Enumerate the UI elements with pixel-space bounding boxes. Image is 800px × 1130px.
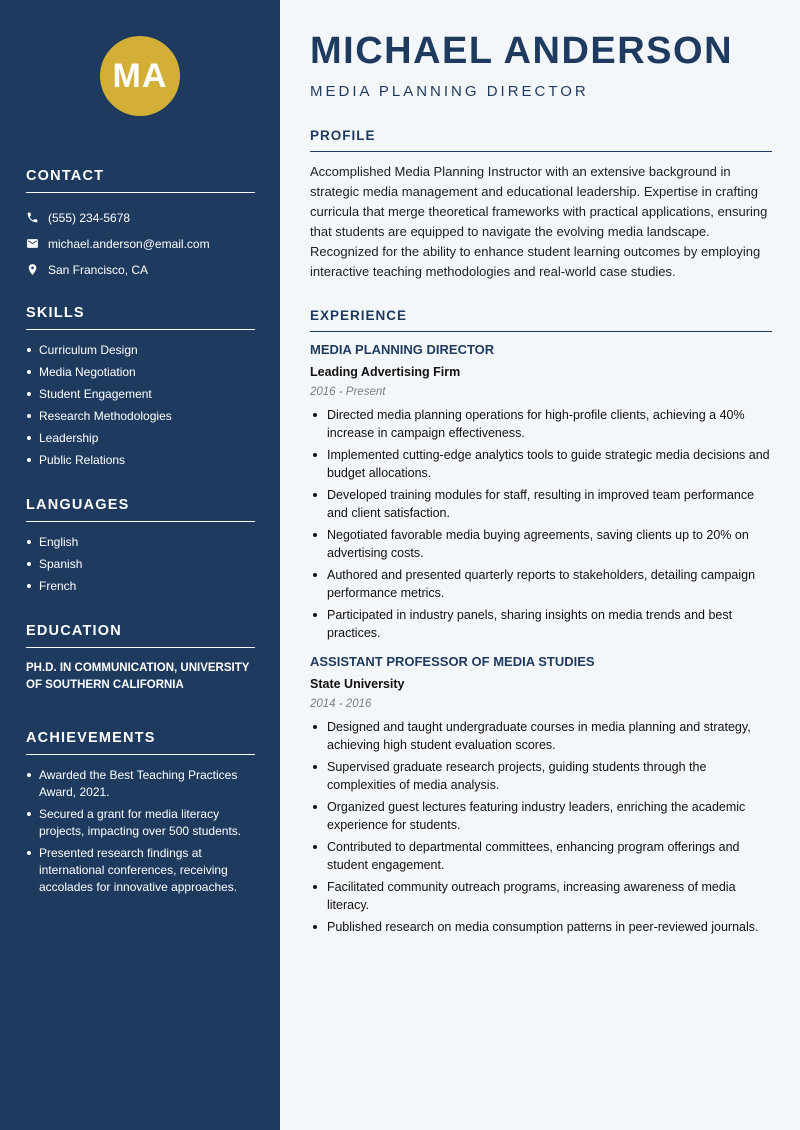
job-bullet: Developed training modules for staff, resulting in improved team performance and client satisfaction. xyxy=(310,486,772,522)
language-item: French xyxy=(26,578,255,594)
job-company: Leading Advertising Firm xyxy=(310,365,461,379)
job-bullet: Contributed to departmental committees, enhancing program offerings and student engagement. xyxy=(310,838,772,874)
achievement-item: Awarded the Best Teaching Practices Award, 2021. xyxy=(26,767,255,801)
contact-heading: CONTACT xyxy=(26,168,255,193)
skill-item: Research Methodologies xyxy=(26,408,255,424)
profile-heading: PROFILE xyxy=(310,128,772,152)
skill-item: Media Negotiation xyxy=(26,364,255,380)
job-entry xyxy=(310,342,772,642)
experience-section xyxy=(310,308,772,940)
mail-icon xyxy=(26,237,40,251)
phone-icon xyxy=(26,211,40,225)
language-item: English xyxy=(26,534,255,550)
location-text: San Francisco, CA xyxy=(48,263,149,277)
achievements-list xyxy=(26,767,255,896)
job-bullet: Designed and taught undergraduate courses in media planning and strategy, achieving high student evaluation scores. xyxy=(310,718,772,754)
education-degree: PH.D. IN COMMUNICATION, UNIVERSITY OF SOUTHERN CALIFORNIA xyxy=(26,662,250,691)
languages-list xyxy=(26,534,255,594)
skill-item: Public Relations xyxy=(26,452,255,468)
avatar xyxy=(100,36,180,116)
languages-heading: LANGUAGES xyxy=(26,497,255,522)
skill-item: Leadership xyxy=(26,430,255,446)
skills-heading: SKILLS xyxy=(26,305,255,330)
skills-section xyxy=(26,305,255,474)
phone-text: (555) 234-5678 xyxy=(48,211,131,225)
job-dates: 2016 - Present xyxy=(310,386,386,398)
job-bullet: Negotiated favorable media buying agreements, saving clients up to 20% on advertising costs. xyxy=(310,526,772,562)
languages-section xyxy=(26,497,255,600)
job-bullet: Directed media planning operations for high-profile clients, achieving a 40% increase in campaign effectiveness. xyxy=(310,406,772,442)
job-title: MEDIA PLANNING DIRECTOR xyxy=(310,342,495,357)
job-bullet: Authored and presented quarterly reports to stakeholders, detailing campaign performance metrics. xyxy=(310,566,772,602)
experience-heading: EXPERIENCE xyxy=(310,308,772,332)
education-section xyxy=(26,623,255,694)
job-dates: 2014 - 2016 xyxy=(310,698,372,710)
job-bullet: Published research on media consumption patterns in peer-reviewed journals. xyxy=(310,918,772,936)
contact-section xyxy=(26,168,255,283)
achievements-heading: ACHIEVEMENTS xyxy=(26,730,255,755)
job-bullet: Participated in industry panels, sharing insights on media trends and best practices. xyxy=(310,606,772,642)
skills-list xyxy=(26,342,255,468)
achievements-section xyxy=(26,730,255,901)
job-bullet: Organized guest lectures featuring industry leaders, enriching the academic experience for students. xyxy=(310,798,772,834)
email-text: michael.anderson@email.com xyxy=(48,237,210,251)
job-bullet: Facilitated community outreach programs, increasing awareness of media literacy. xyxy=(310,878,772,914)
profile-text: Accomplished Media Planning Instructor with an extensive background in strategic media management and educational leadership. Expertise in crafting curricula that merge theoretical frameworks with practical applications, ensuring that students are equipped to navigate the evolving media landscape. Recognized for the ability to enhance student learning outcomes by employing interactive teaching methodologies and real-world case studies. xyxy=(310,164,768,279)
achievement-item: Presented research findings at international conferences, receiving accolades for innovative approaches. xyxy=(26,845,255,896)
education-heading: EDUCATION xyxy=(26,623,255,648)
language-item: Spanish xyxy=(26,556,255,572)
achievement-item: Secured a grant for media literacy projects, impacting over 500 students. xyxy=(26,806,255,840)
candidate-title: MEDIA PLANNING DIRECTOR xyxy=(310,83,589,100)
job-bullet: Implemented cutting-edge analytics tools to guide strategic media decisions and budget allocations. xyxy=(310,446,772,482)
job-bullets xyxy=(310,406,772,642)
contact-phone xyxy=(26,205,255,231)
contact-location xyxy=(26,257,255,283)
skill-item: Curriculum Design xyxy=(26,342,255,358)
job-entry xyxy=(310,654,772,936)
job-bullets xyxy=(310,718,772,936)
skill-item: Student Engagement xyxy=(26,386,255,402)
avatar-initials: MA xyxy=(112,56,168,95)
contact-email xyxy=(26,231,255,257)
profile-section xyxy=(310,128,772,282)
candidate-name: MICHAEL ANDERSON xyxy=(310,30,734,72)
location-pin-icon xyxy=(26,263,40,277)
job-company: State University xyxy=(310,677,405,691)
job-bullet: Supervised graduate research projects, guiding students through the complexities of media analysis. xyxy=(310,758,772,794)
sidebar xyxy=(0,0,280,1130)
job-title: ASSISTANT PROFESSOR OF MEDIA STUDIES xyxy=(310,654,595,669)
